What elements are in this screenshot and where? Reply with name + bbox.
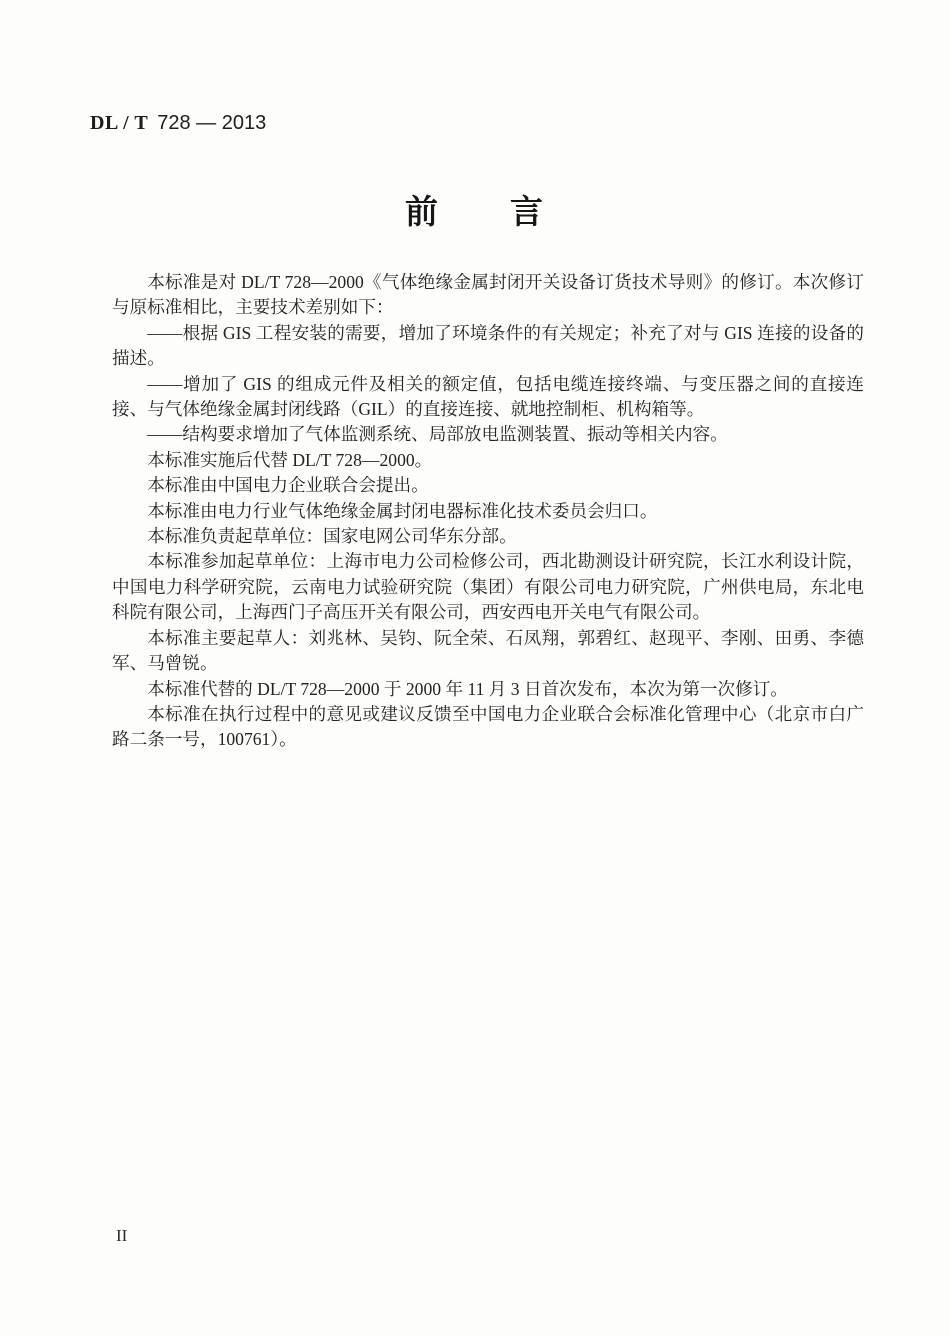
foreword-body: [112, 270, 864, 753]
standard-code: [90, 112, 266, 135]
paragraph: 本标准主要起草人：刘兆林、吴钧、阮全荣、石凤翔，郭碧红、赵现平、李刚、田勇、李德军、马曾锐。: [112, 627, 864, 674]
paragraph: ——结构要求增加了气体监测系统、局部放电监测装置、振动等相关内容。: [147, 424, 728, 445]
paragraph: ——增加了 GIS 的组成元件及相关的额定值，包括电缆连接终端、与变压器之间的直接连接、与气体绝缘金属封闭线路（GIL）的直接连接、就地控制柜、机构箱等。: [112, 373, 864, 420]
paragraph: 本标准是对 DL/T 728—2000《气体绝缘金属封闭开关设备订货技术导则》的修订。本次修订与原标准相比，主要技术差别如下：: [112, 272, 864, 318]
paragraph: 本标准实施后代替 DL/T 728—2000。: [147, 449, 433, 470]
paragraph: 本标准负责起草单位：国家电网公司华东分部。: [147, 526, 517, 547]
paragraph: ——根据 GIS 工程安装的需要，增加了环境条件的有关规定；补充了对与 GIS 连接的设备的描述。: [112, 322, 864, 369]
paragraph: 本标准在执行过程中的意见或建议反馈至中国电力企业联合会标准化管理中心（北京市白广路二条一号，100761）。: [112, 703, 864, 750]
paragraph: 本标准由中国电力企业联合会提出。: [147, 475, 429, 496]
paragraph: 本标准代替的 DL/T 728—2000 于 2000 年 11 月 3 日首次发布，本次为第一次修订。: [147, 678, 788, 699]
standard-code-suffix: 728 — 2013: [157, 112, 267, 134]
standard-code-prefix: DL / T: [90, 112, 149, 134]
paragraph: 本标准参加起草单位：上海市电力公司检修公司，西北勘测设计研究院，长江水利设计院，中国电力科学研究院，云南电力试验研究院（集团）有限公司电力研究院，广州供电局，东北电科院有限公司，上海西门子高压开关有限公司，西安西电开关电气有限公司。: [112, 551, 864, 623]
page-number: II: [116, 1226, 128, 1245]
page-title: 前 言: [405, 195, 545, 231]
paragraph: 本标准由电力行业气体绝缘金属封闭电器标准化技术委员会归口。: [147, 500, 658, 521]
